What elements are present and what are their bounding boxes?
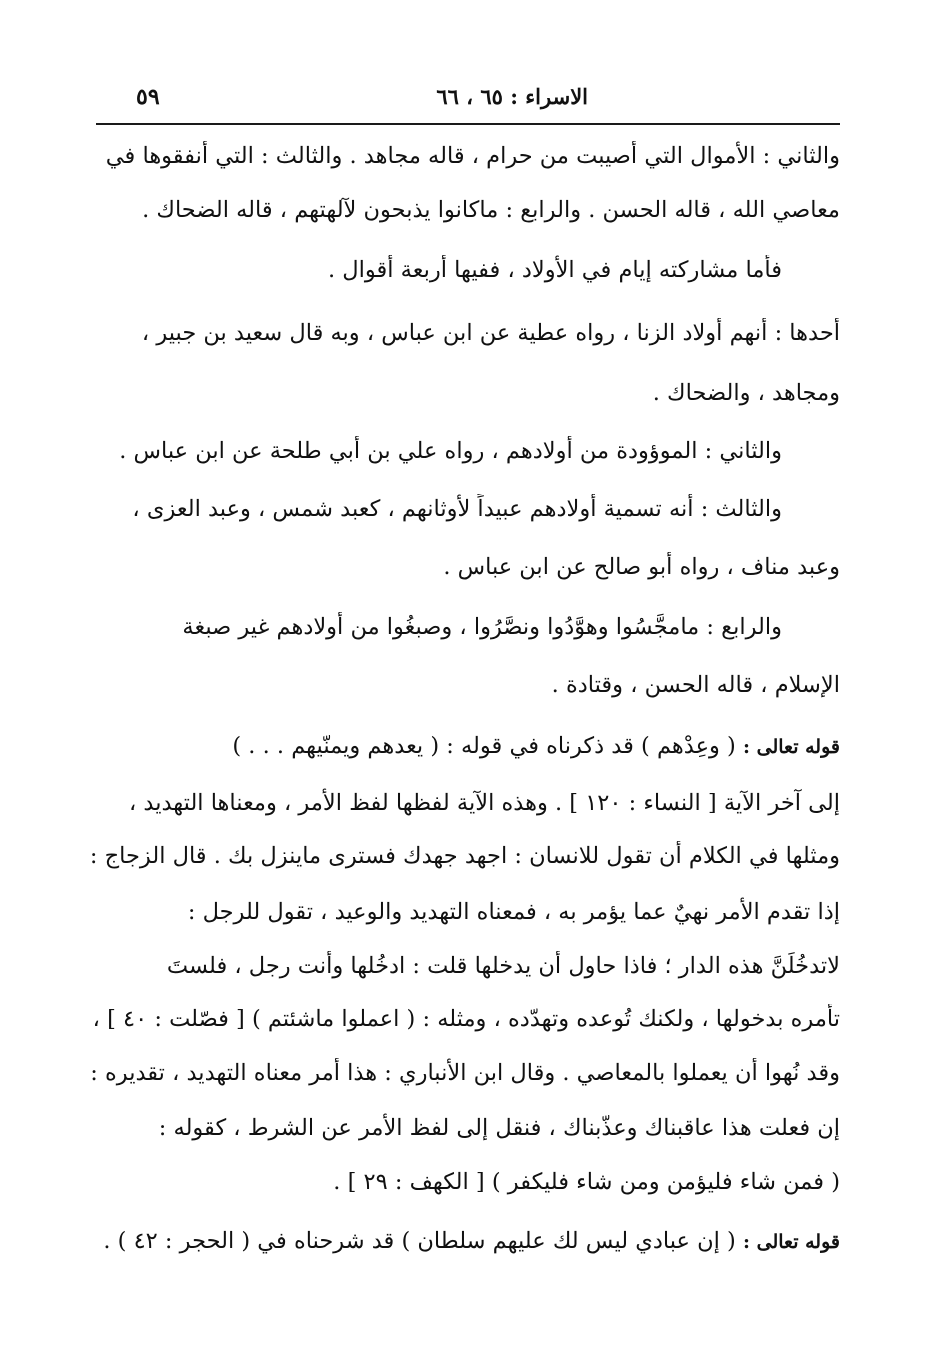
verse-lead: قوله تعالى : bbox=[743, 1231, 840, 1253]
text-line: فأما مشاركته إيام في الأولاد ، ففيها أربعة أقوال . bbox=[328, 257, 782, 283]
verse-text: ( إن عبادي ليس لك عليهم سلطان ) قد شرحناه في ( الحجر : ٤٢ ) . bbox=[103, 1228, 736, 1254]
text-line: والثاني : الأموال التي أصيبت من حرام ، قاله مجاهد . والثالث : التي أنفقوها في bbox=[105, 143, 840, 169]
page-header bbox=[100, 78, 838, 118]
text-line: الإسلام ، قاله الحسن ، وقتادة . bbox=[551, 672, 840, 698]
text-line: ومثلها في الكلام أن تقول للانسان : اجهد جهدك فسترى ماينزل بك . قال الزجاج : bbox=[89, 843, 840, 869]
verse-comment-line bbox=[232, 731, 840, 763]
text-line: وعبد مناف ، رواه أبو صالح عن ابن عباس . bbox=[443, 554, 840, 580]
verse-lead: قوله تعالى : bbox=[743, 736, 840, 758]
text-line: إلى آخر الآية [ النساء : ١٢٠ ] . وهذه الآية لفظها لفظ الأمر ، ومعناها التهديد ، bbox=[128, 790, 840, 816]
text-line: والثالث : أنه تسمية أولادهم عبيداً لأوثانهم ، كعبد شمس ، وعبد العزى ، bbox=[132, 496, 782, 522]
text-line: أحدها : أنهم أولاد الزنا ، رواه عطية عن ابن عباس ، وبه قال سعيد بن جبير ، bbox=[141, 320, 840, 346]
page-number: ٥٩ bbox=[136, 84, 160, 110]
text-line: والرابع : مامجَّسُوا وهوَّدُوا ونصَّرُوا ، وصبغُوا من أولادهم غير صبغة bbox=[182, 614, 782, 640]
text-line: ومجاهد ، والضحاك . bbox=[652, 380, 840, 406]
text-line: والثاني : الموؤودة من أولادهم ، رواه علي بن أبي طلحة عن ابن عباس . bbox=[119, 438, 782, 464]
text-line: معاصي الله ، قاله الحسن . والرابع : ماكانوا يذبحون لآلهتهم ، قاله الضحاك . bbox=[142, 197, 840, 223]
text-line: ( فمن شاء فليؤمن ومن شاء فليكفر ) [ الكهف : ٢٩ ] . bbox=[333, 1169, 840, 1195]
text-line: لاتدخُلَنَّ هذه الدار ؛ فاذا حاول أن يدخلها قلت : ادخُلها وأنت رجل ، فلستَ bbox=[166, 953, 840, 979]
header-rule bbox=[96, 123, 840, 125]
text-line: وقد نُهوا أن يعملوا بالمعاصي . وقال ابن الأنباري : هذا أمر معناه التهديد ، تقديره : bbox=[90, 1060, 840, 1086]
text-line: تأمره بدخولها ، ولكنك تُوعده وتهدّده ، ومثله : ( اعملوا ماشئتم ) [ فصّلت : ٤٠ ] ، bbox=[92, 1006, 840, 1032]
text-line: إذا تقدم الأمر نهيٌ عما يؤمر به ، فمعناه التهديد والوعيد ، تقول للرجل : bbox=[187, 899, 840, 925]
verse-comment-line bbox=[103, 1226, 840, 1258]
verse-text: ( وعِدْهم ) قد ذكرناه في قوله : ( يعدهم ويمنّيهم . . . ) bbox=[232, 733, 736, 759]
text-line: إن فعلت هذا عاقبناك وعذّبناك ، فنقل إلى لفظ الأمر عن الشرط ، كقوله : bbox=[158, 1115, 840, 1141]
running-title: الاسراء : ٦٥ ، ٦٦ bbox=[436, 84, 588, 109]
